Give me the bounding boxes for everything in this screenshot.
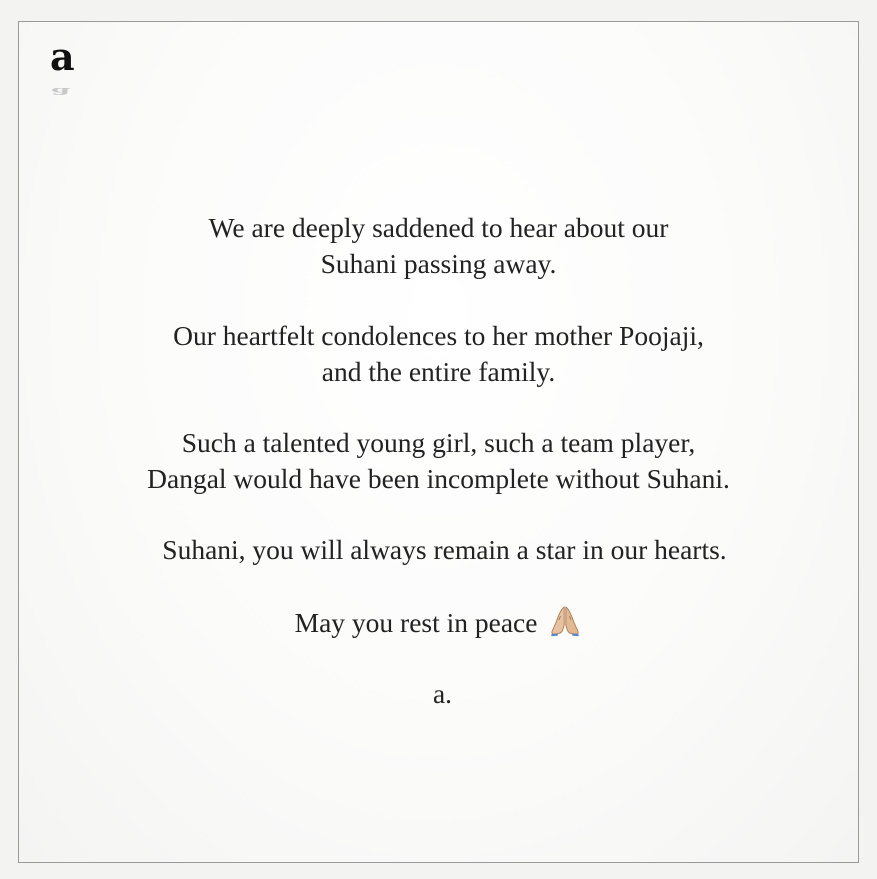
folded-hands-icon — [548, 604, 582, 638]
paragraph-1 — [0, 210, 877, 282]
logo-reflection: a — [51, 84, 71, 100]
paragraph-3 — [0, 425, 877, 497]
rest-in-peace-text: May you rest in peace — [294, 607, 538, 638]
paragraph-1-line-2: Suhani passing away. — [320, 248, 557, 279]
paragraph-2-line-2: and the entire family. — [321, 356, 556, 387]
logo-letter: a — [50, 34, 75, 79]
paragraph-4 — [6, 532, 877, 568]
paragraph-1-line-1: We are deeply saddened to hear about our — [208, 212, 669, 243]
paragraph-2 — [0, 318, 877, 390]
paragraph-5-line — [0, 604, 877, 641]
signature-text: a. — [432, 678, 453, 709]
signature — [4, 676, 877, 712]
paragraph-5 — [0, 604, 877, 641]
paragraph-2-line-1: Our heartfelt condolences to her mother Poojaji, — [173, 320, 704, 351]
brand-logo — [50, 34, 84, 100]
paragraph-3-line-2: Dangal would have been incomplete without Suhani. — [147, 463, 730, 494]
paragraph-3-line-1: Such a talented young girl, such a team player, — [181, 427, 696, 458]
paragraph-4-line: Suhani, you will always remain a star in our hearts. — [162, 534, 727, 565]
